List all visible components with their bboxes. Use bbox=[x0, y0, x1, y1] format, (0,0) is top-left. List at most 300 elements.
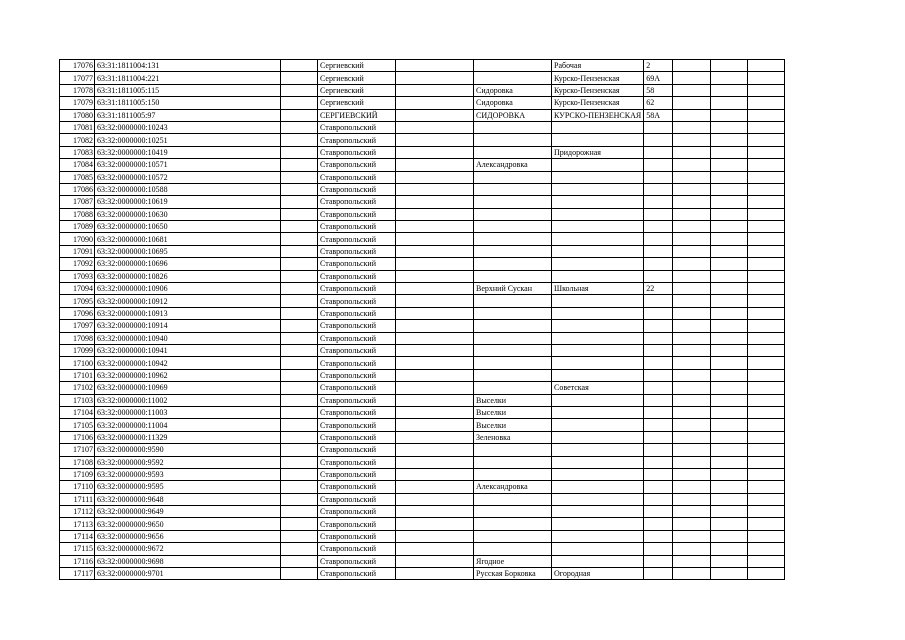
empty-cell bbox=[711, 406, 748, 418]
empty-cell bbox=[396, 72, 474, 84]
house-cell bbox=[644, 357, 673, 369]
empty-cell bbox=[711, 283, 748, 295]
district-cell: Ставропольский bbox=[318, 555, 396, 567]
empty-cell bbox=[281, 456, 318, 468]
cadastral-number-cell: 63:32:0000000:10588 bbox=[95, 183, 281, 195]
row-number-cell: 17090 bbox=[60, 233, 95, 245]
cadastral-number-cell: 63:32:0000000:10696 bbox=[95, 258, 281, 270]
cadastral-number-cell: 63:32:0000000:9656 bbox=[95, 530, 281, 542]
table-row bbox=[60, 382, 785, 394]
district-cell: Сергиевский bbox=[318, 60, 396, 72]
cadastral-number-cell: 63:31:1811005:150 bbox=[95, 97, 281, 109]
empty-cell bbox=[711, 518, 748, 530]
empty-cell bbox=[748, 369, 785, 381]
empty-cell bbox=[396, 97, 474, 109]
row-number-cell: 17094 bbox=[60, 283, 95, 295]
table-row bbox=[60, 456, 785, 468]
locality-cell bbox=[474, 344, 552, 356]
empty-cell bbox=[748, 518, 785, 530]
empty-cell bbox=[396, 171, 474, 183]
cadastral-number-cell: 63:32:0000000:10419 bbox=[95, 146, 281, 158]
empty-cell bbox=[711, 357, 748, 369]
locality-cell bbox=[474, 307, 552, 319]
cadastral-number-cell: 63:31:1811004:131 bbox=[95, 60, 281, 72]
empty-cell bbox=[748, 506, 785, 518]
street-cell bbox=[552, 134, 644, 146]
district-cell: Ставропольский bbox=[318, 283, 396, 295]
table-row bbox=[60, 270, 785, 282]
street-cell bbox=[552, 543, 644, 555]
locality-cell bbox=[474, 146, 552, 158]
empty-cell bbox=[711, 295, 748, 307]
empty-cell bbox=[396, 468, 474, 480]
empty-cell bbox=[711, 444, 748, 456]
house-cell bbox=[644, 444, 673, 456]
table-row bbox=[60, 60, 785, 72]
empty-cell bbox=[673, 431, 711, 443]
empty-cell bbox=[673, 543, 711, 555]
empty-cell bbox=[396, 369, 474, 381]
empty-cell bbox=[281, 382, 318, 394]
empty-cell bbox=[748, 431, 785, 443]
empty-cell bbox=[396, 530, 474, 542]
cadastral-number-cell: 63:32:0000000:10571 bbox=[95, 159, 281, 171]
empty-cell bbox=[281, 146, 318, 158]
empty-cell bbox=[748, 171, 785, 183]
empty-cell bbox=[711, 109, 748, 121]
house-cell bbox=[644, 183, 673, 195]
empty-cell bbox=[281, 444, 318, 456]
district-cell: Ставропольский bbox=[318, 568, 396, 580]
empty-cell bbox=[748, 530, 785, 542]
street-cell bbox=[552, 332, 644, 344]
cadastral-number-cell: 63:32:0000000:10942 bbox=[95, 357, 281, 369]
empty-cell bbox=[396, 233, 474, 245]
cadastral-number-cell: 63:32:0000000:9595 bbox=[95, 481, 281, 493]
empty-cell bbox=[673, 208, 711, 220]
street-cell bbox=[552, 258, 644, 270]
empty-cell bbox=[673, 134, 711, 146]
district-cell: Ставропольский bbox=[318, 530, 396, 542]
locality-cell bbox=[474, 171, 552, 183]
row-number-cell: 17099 bbox=[60, 344, 95, 356]
empty-cell bbox=[748, 320, 785, 332]
locality-cell: Ягодное bbox=[474, 555, 552, 567]
empty-cell bbox=[711, 270, 748, 282]
house-cell bbox=[644, 369, 673, 381]
cadastral-number-cell: 63:31:1811004:221 bbox=[95, 72, 281, 84]
district-cell: Ставропольский bbox=[318, 518, 396, 530]
empty-cell bbox=[711, 159, 748, 171]
house-cell bbox=[644, 221, 673, 233]
empty-cell bbox=[281, 183, 318, 195]
table-row bbox=[60, 221, 785, 233]
empty-cell bbox=[748, 134, 785, 146]
cadastral-number-cell: 63:32:0000000:9590 bbox=[95, 444, 281, 456]
table-row bbox=[60, 344, 785, 356]
empty-cell bbox=[673, 444, 711, 456]
empty-cell bbox=[673, 283, 711, 295]
row-number-cell: 17096 bbox=[60, 307, 95, 319]
row-number-cell: 17106 bbox=[60, 431, 95, 443]
empty-cell bbox=[748, 295, 785, 307]
street-cell bbox=[552, 171, 644, 183]
empty-cell bbox=[396, 406, 474, 418]
empty-cell bbox=[396, 431, 474, 443]
table-row bbox=[60, 245, 785, 257]
empty-cell bbox=[748, 72, 785, 84]
table-row bbox=[60, 84, 785, 96]
district-cell: Ставропольский bbox=[318, 344, 396, 356]
empty-cell bbox=[673, 530, 711, 542]
empty-cell bbox=[711, 134, 748, 146]
row-number-cell: 17091 bbox=[60, 245, 95, 257]
empty-cell bbox=[396, 221, 474, 233]
house-cell bbox=[644, 295, 673, 307]
empty-cell bbox=[673, 357, 711, 369]
empty-cell bbox=[711, 506, 748, 518]
locality-cell bbox=[474, 60, 552, 72]
empty-cell bbox=[281, 221, 318, 233]
empty-cell bbox=[673, 307, 711, 319]
street-cell bbox=[552, 518, 644, 530]
empty-cell bbox=[281, 245, 318, 257]
locality-cell bbox=[474, 369, 552, 381]
empty-cell bbox=[711, 568, 748, 580]
house-cell bbox=[644, 134, 673, 146]
empty-cell bbox=[396, 419, 474, 431]
row-number-cell: 17095 bbox=[60, 295, 95, 307]
empty-cell bbox=[673, 344, 711, 356]
street-cell bbox=[552, 444, 644, 456]
empty-cell bbox=[396, 444, 474, 456]
empty-cell bbox=[711, 555, 748, 567]
district-cell: Ставропольский bbox=[318, 233, 396, 245]
empty-cell bbox=[673, 84, 711, 96]
locality-cell bbox=[474, 121, 552, 133]
empty-cell bbox=[673, 382, 711, 394]
row-number-cell: 17081 bbox=[60, 121, 95, 133]
row-number-cell: 17093 bbox=[60, 270, 95, 282]
district-cell: Ставропольский bbox=[318, 456, 396, 468]
empty-cell bbox=[673, 295, 711, 307]
street-cell bbox=[552, 481, 644, 493]
house-cell bbox=[644, 431, 673, 443]
table-row bbox=[60, 568, 785, 580]
house-cell bbox=[644, 344, 673, 356]
empty-cell bbox=[281, 369, 318, 381]
empty-cell bbox=[748, 121, 785, 133]
street-cell bbox=[552, 196, 644, 208]
empty-cell bbox=[673, 456, 711, 468]
locality-cell bbox=[474, 245, 552, 257]
cadastral-number-cell: 63:32:0000000:11004 bbox=[95, 419, 281, 431]
house-cell bbox=[644, 456, 673, 468]
empty-cell bbox=[711, 233, 748, 245]
empty-cell bbox=[673, 121, 711, 133]
table-row bbox=[60, 283, 785, 295]
house-cell bbox=[644, 406, 673, 418]
empty-cell bbox=[711, 245, 748, 257]
empty-cell bbox=[748, 444, 785, 456]
house-cell bbox=[644, 146, 673, 158]
cadastral-number-cell: 63:32:0000000:10572 bbox=[95, 171, 281, 183]
cadastral-number-cell: 63:32:0000000:10650 bbox=[95, 221, 281, 233]
house-cell bbox=[644, 196, 673, 208]
row-number-cell: 17083 bbox=[60, 146, 95, 158]
cadastral-number-cell: 63:32:0000000:10913 bbox=[95, 307, 281, 319]
empty-cell bbox=[396, 320, 474, 332]
table-row bbox=[60, 369, 785, 381]
empty-cell bbox=[673, 245, 711, 257]
empty-cell bbox=[281, 109, 318, 121]
empty-cell bbox=[396, 146, 474, 158]
row-number-cell: 17101 bbox=[60, 369, 95, 381]
empty-cell bbox=[748, 84, 785, 96]
district-cell: Ставропольский bbox=[318, 183, 396, 195]
empty-cell bbox=[711, 84, 748, 96]
table-row bbox=[60, 183, 785, 195]
empty-cell bbox=[748, 543, 785, 555]
street-cell bbox=[552, 406, 644, 418]
table-row bbox=[60, 258, 785, 270]
empty-cell bbox=[396, 84, 474, 96]
locality-cell bbox=[474, 382, 552, 394]
table-row bbox=[60, 159, 785, 171]
empty-cell bbox=[281, 258, 318, 270]
empty-cell bbox=[673, 555, 711, 567]
empty-cell bbox=[281, 518, 318, 530]
street-cell bbox=[552, 320, 644, 332]
district-cell: Ставропольский bbox=[318, 221, 396, 233]
locality-cell bbox=[474, 518, 552, 530]
row-number-cell: 17084 bbox=[60, 159, 95, 171]
row-number-cell: 17078 bbox=[60, 84, 95, 96]
empty-cell bbox=[673, 97, 711, 109]
table-row bbox=[60, 295, 785, 307]
street-cell bbox=[552, 530, 644, 542]
empty-cell bbox=[396, 245, 474, 257]
row-number-cell: 17088 bbox=[60, 208, 95, 220]
locality-cell bbox=[474, 506, 552, 518]
street-cell: Рабочая bbox=[552, 60, 644, 72]
locality-cell bbox=[474, 196, 552, 208]
district-cell: СЕРГИЕВСКИЙ bbox=[318, 109, 396, 121]
district-cell: Сергиевский bbox=[318, 84, 396, 96]
cadastral-number-cell: 63:32:0000000:10695 bbox=[95, 245, 281, 257]
table-row bbox=[60, 134, 785, 146]
empty-cell bbox=[673, 72, 711, 84]
table-row bbox=[60, 97, 785, 109]
empty-cell bbox=[673, 109, 711, 121]
row-number-cell: 17082 bbox=[60, 134, 95, 146]
empty-cell bbox=[748, 394, 785, 406]
empty-cell bbox=[396, 270, 474, 282]
street-cell bbox=[552, 221, 644, 233]
empty-cell bbox=[673, 419, 711, 431]
district-cell: Ставропольский bbox=[318, 171, 396, 183]
table-row bbox=[60, 394, 785, 406]
row-number-cell: 17104 bbox=[60, 406, 95, 418]
locality-cell bbox=[474, 183, 552, 195]
street-cell bbox=[552, 208, 644, 220]
empty-cell bbox=[748, 196, 785, 208]
table-row bbox=[60, 555, 785, 567]
district-cell: Ставропольский bbox=[318, 382, 396, 394]
district-cell: Ставропольский bbox=[318, 146, 396, 158]
empty-cell bbox=[748, 245, 785, 257]
table-row bbox=[60, 406, 785, 418]
row-number-cell: 17114 bbox=[60, 530, 95, 542]
district-cell: Ставропольский bbox=[318, 245, 396, 257]
row-number-cell: 17102 bbox=[60, 382, 95, 394]
locality-cell bbox=[474, 134, 552, 146]
empty-cell bbox=[711, 60, 748, 72]
house-cell bbox=[644, 543, 673, 555]
cadastral-number-cell: 63:32:0000000:9648 bbox=[95, 493, 281, 505]
district-cell: Ставропольский bbox=[318, 121, 396, 133]
row-number-cell: 17115 bbox=[60, 543, 95, 555]
house-cell: 58 bbox=[644, 84, 673, 96]
empty-cell bbox=[396, 134, 474, 146]
empty-cell bbox=[281, 344, 318, 356]
table-row bbox=[60, 419, 785, 431]
empty-cell bbox=[711, 431, 748, 443]
empty-cell bbox=[673, 183, 711, 195]
locality-cell bbox=[474, 456, 552, 468]
table-row bbox=[60, 72, 785, 84]
empty-cell bbox=[281, 196, 318, 208]
house-cell bbox=[644, 332, 673, 344]
table-row bbox=[60, 307, 785, 319]
locality-cell bbox=[474, 320, 552, 332]
empty-cell bbox=[281, 171, 318, 183]
district-cell: Ставропольский bbox=[318, 307, 396, 319]
row-number-cell: 17100 bbox=[60, 357, 95, 369]
table-row bbox=[60, 518, 785, 530]
empty-cell bbox=[673, 518, 711, 530]
house-cell bbox=[644, 394, 673, 406]
row-number-cell: 17107 bbox=[60, 444, 95, 456]
empty-cell bbox=[748, 258, 785, 270]
empty-cell bbox=[711, 419, 748, 431]
locality-cell bbox=[474, 468, 552, 480]
row-number-cell: 17105 bbox=[60, 419, 95, 431]
house-cell bbox=[644, 382, 673, 394]
empty-cell bbox=[748, 568, 785, 580]
street-cell: КУРСКО-ПЕНЗЕНСКАЯ bbox=[552, 109, 644, 121]
locality-cell: Сидоровка bbox=[474, 97, 552, 109]
table-row bbox=[60, 431, 785, 443]
house-cell bbox=[644, 518, 673, 530]
table-row bbox=[60, 171, 785, 183]
empty-cell bbox=[396, 382, 474, 394]
empty-cell bbox=[748, 270, 785, 282]
locality-cell bbox=[474, 493, 552, 505]
street-cell bbox=[552, 456, 644, 468]
empty-cell bbox=[281, 72, 318, 84]
district-cell: Ставропольский bbox=[318, 134, 396, 146]
empty-cell bbox=[281, 530, 318, 542]
street-cell bbox=[552, 183, 644, 195]
street-cell bbox=[552, 270, 644, 282]
house-cell bbox=[644, 307, 673, 319]
empty-cell bbox=[281, 431, 318, 443]
empty-cell bbox=[281, 233, 318, 245]
empty-cell bbox=[711, 456, 748, 468]
district-cell: Ставропольский bbox=[318, 481, 396, 493]
house-cell bbox=[644, 530, 673, 542]
empty-cell bbox=[748, 159, 785, 171]
empty-cell bbox=[711, 394, 748, 406]
empty-cell bbox=[711, 97, 748, 109]
empty-cell bbox=[281, 295, 318, 307]
empty-cell bbox=[673, 320, 711, 332]
house-cell bbox=[644, 320, 673, 332]
empty-cell bbox=[281, 468, 318, 480]
district-cell: Ставропольский bbox=[318, 258, 396, 270]
empty-cell bbox=[673, 159, 711, 171]
empty-cell bbox=[673, 233, 711, 245]
locality-cell bbox=[474, 233, 552, 245]
house-cell bbox=[644, 419, 673, 431]
table-row bbox=[60, 233, 785, 245]
house-cell bbox=[644, 233, 673, 245]
cadastral-number-cell: 63:32:0000000:10906 bbox=[95, 283, 281, 295]
empty-cell bbox=[396, 196, 474, 208]
empty-cell bbox=[711, 258, 748, 270]
empty-cell bbox=[281, 406, 318, 418]
empty-cell bbox=[673, 506, 711, 518]
empty-cell bbox=[396, 60, 474, 72]
cadastral-number-cell: 63:32:0000000:9650 bbox=[95, 518, 281, 530]
empty-cell bbox=[748, 221, 785, 233]
locality-cell bbox=[474, 270, 552, 282]
table-row bbox=[60, 543, 785, 555]
locality-cell bbox=[474, 258, 552, 270]
cadastral-number-cell: 63:32:0000000:9701 bbox=[95, 568, 281, 580]
locality-cell: Русская Борковка bbox=[474, 568, 552, 580]
empty-cell bbox=[711, 307, 748, 319]
empty-cell bbox=[711, 332, 748, 344]
street-cell bbox=[552, 431, 644, 443]
street-cell bbox=[552, 245, 644, 257]
empty-cell bbox=[396, 555, 474, 567]
empty-cell bbox=[673, 270, 711, 282]
cadastral-number-cell: 63:31:1811005:115 bbox=[95, 84, 281, 96]
empty-cell bbox=[711, 344, 748, 356]
empty-cell bbox=[748, 283, 785, 295]
cadastral-number-cell: 63:32:0000000:9672 bbox=[95, 543, 281, 555]
table-row bbox=[60, 109, 785, 121]
row-number-cell: 17113 bbox=[60, 518, 95, 530]
locality-cell bbox=[474, 72, 552, 84]
empty-cell bbox=[281, 555, 318, 567]
empty-cell bbox=[673, 332, 711, 344]
empty-cell bbox=[281, 543, 318, 555]
cadastral-number-cell: 63:32:0000000:10826 bbox=[95, 270, 281, 282]
empty-cell bbox=[748, 109, 785, 121]
empty-cell bbox=[396, 481, 474, 493]
cadastral-number-cell: 63:32:0000000:9649 bbox=[95, 506, 281, 518]
locality-cell: Зеленовка bbox=[474, 431, 552, 443]
district-cell: Ставропольский bbox=[318, 444, 396, 456]
district-cell: Ставропольский bbox=[318, 196, 396, 208]
empty-cell bbox=[396, 518, 474, 530]
street-cell: Курско-Пензенская bbox=[552, 84, 644, 96]
street-cell bbox=[552, 555, 644, 567]
locality-cell: Сидоровка bbox=[474, 84, 552, 96]
